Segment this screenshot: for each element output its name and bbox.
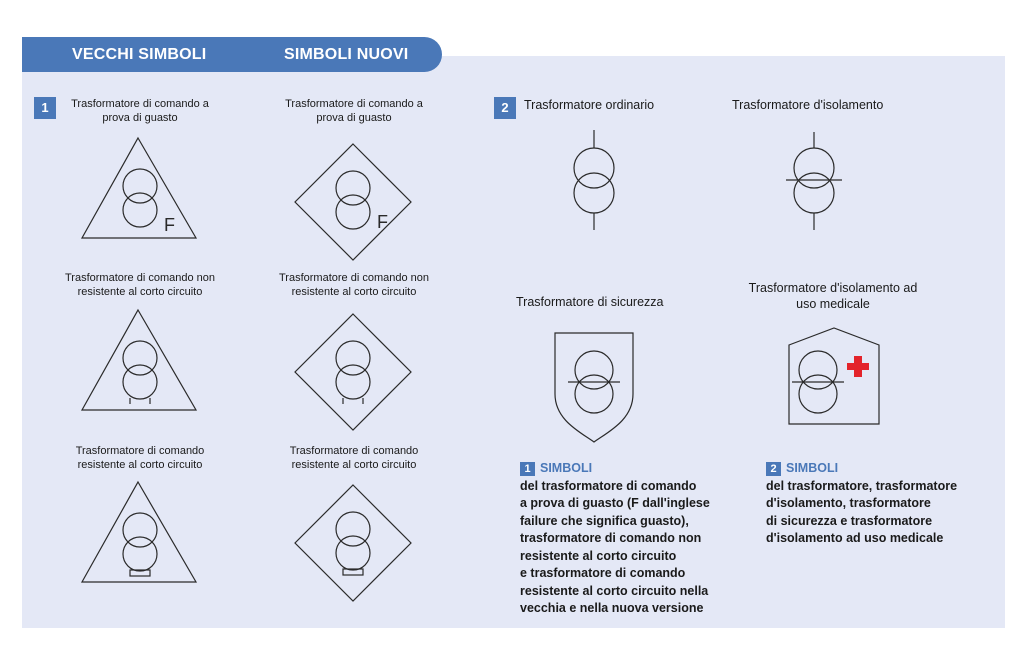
- new-symbol-2-caption: Trasformatore di comando non resistente al corto circuito: [279, 272, 429, 298]
- note-1-line: del trasformatore di comando: [520, 478, 697, 493]
- section-1-badge: 1: [34, 97, 56, 119]
- new-fail-marker: F: [377, 212, 388, 232]
- medical-isolation-transformer-symbol: [788, 327, 880, 425]
- new-symbol-3-caption: Trasformatore di comando resistente al corto circuito: [289, 445, 419, 471]
- section-2-badge: 2: [494, 97, 516, 119]
- note-2-title: SIMBOLI: [786, 461, 839, 475]
- note-1-line: resistente al corto circuito nella: [520, 583, 709, 598]
- old-short-circuit-proof-symbol: [80, 482, 200, 584]
- medical-cross-icon: [847, 356, 869, 377]
- new-non-short-circuit-proof-symbol: [295, 314, 411, 430]
- note-1-line: trasformatore di comando non: [520, 531, 702, 545]
- note-2-badge: 2: [766, 462, 781, 476]
- old-symbol-1-caption: Trasformatore di comando a prova di guasto: [71, 98, 209, 124]
- note-1-badge: 1: [520, 462, 535, 476]
- old-symbols-heading: VECCHI SIMBOLI: [72, 46, 207, 63]
- note-2-line: di sicurezza e trasformatore: [766, 513, 933, 528]
- new-symbols-heading: SIMBOLI NUOVI: [284, 46, 409, 63]
- note-1-line: resistente al corto circuito: [520, 548, 677, 563]
- old-symbol-3-caption: Trasformatore di comando resistente al corto circuito: [75, 445, 205, 471]
- safety-transformer-caption: Trasformatore di sicurezza: [516, 295, 664, 309]
- new-fail-safe-transformer-symbol: [295, 144, 411, 260]
- isolation-transformer-caption: Trasformatore d'isolamento: [732, 98, 884, 112]
- new-symbol-1-caption: Trasformatore di comando a prova di guasto: [285, 98, 423, 124]
- note-1-line: a prova di guasto (F dall'inglese: [520, 496, 710, 510]
- note-1-line: failure che significa guasto),: [520, 513, 689, 528]
- note-2-line: del trasformatore, trasformatore: [766, 478, 958, 493]
- old-symbol-2-caption: Trasformatore di comando non resistente al corto circuito: [65, 272, 215, 298]
- isolation-transformer-symbol: [786, 132, 842, 232]
- note-1-line: e trasformatore di comando: [520, 566, 686, 580]
- ordinary-transformer-symbol: [572, 130, 616, 230]
- note-1-title: SIMBOLI: [540, 461, 593, 475]
- safety-transformer-symbol: [554, 332, 634, 444]
- old-fail-safe-transformer-symbol: [80, 138, 200, 240]
- note-1: [520, 460, 750, 618]
- old-fail-marker: F: [164, 215, 175, 235]
- note-1-line: vecchia e nella nuova versione: [520, 601, 704, 615]
- note-2-heading: [766, 460, 996, 478]
- note-2-line: d'isolamento, trasformatore: [766, 496, 931, 510]
- ordinary-transformer-caption: Trasformatore ordinario: [524, 98, 655, 112]
- note-2-line: d'isolamento ad uso medicale: [766, 531, 944, 545]
- old-non-short-circuit-proof-symbol: [80, 310, 200, 412]
- new-short-circuit-proof-symbol: [295, 485, 411, 601]
- medical-isolation-transformer-caption: Trasformatore d'isolamento ad uso medicale: [748, 281, 918, 311]
- note-1-heading: [520, 460, 750, 478]
- note-2: [766, 460, 996, 548]
